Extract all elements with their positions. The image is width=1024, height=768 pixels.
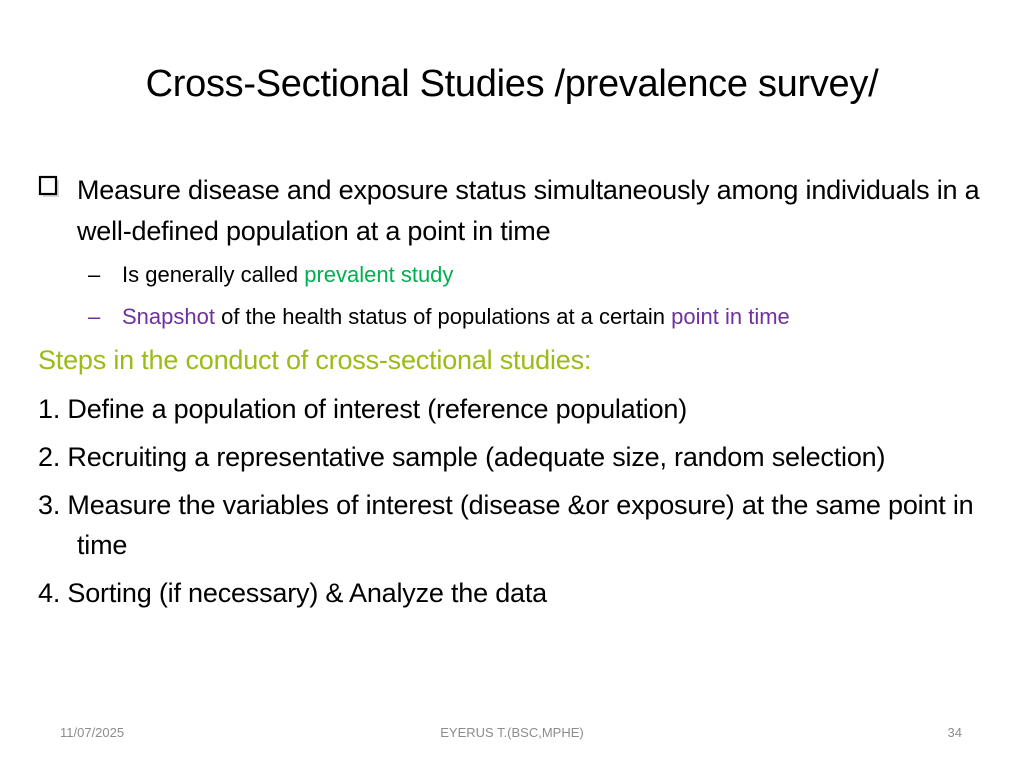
step-4: 4. Sorting (if necessary) & Analyze the data [38, 578, 547, 608]
sub-bullet-text: of the health status of populations at a certain [214, 304, 672, 329]
checkbox-icon [38, 170, 64, 211]
footer-date: 11/07/2025 [60, 725, 125, 740]
slide-number: 34 [947, 725, 962, 740]
sub-bullet-snapshot [38, 296, 988, 338]
slide-title: Cross-Sectional Studies /prevalence survey/ [145, 63, 879, 105]
sub-bullet-text: Is generally called [122, 262, 305, 287]
sub-bullet-prevalent-study [38, 254, 988, 296]
slide-content [38, 170, 988, 613]
dash-icon: – [88, 304, 101, 329]
footer-author: EYERUS T.(BSC,MPHE) [440, 725, 584, 740]
dash-icon: – [88, 262, 101, 287]
main-bullet [38, 170, 988, 252]
steps-heading: Steps in the conduct of cross-sectional studies: [38, 345, 592, 375]
sub-bullet-list [38, 254, 988, 338]
highlight-prevalent-study: prevalent study [304, 262, 454, 287]
step-3: 3. Measure the variables of interest (disease &or exposure) at the same point in time [38, 490, 974, 560]
step-1: 1. Define a population of interest (reference population) [38, 394, 688, 424]
step-2: 2. Recruiting a representative sample (adequate size, random selection) [38, 442, 886, 472]
highlight-snapshot: Snapshot [122, 304, 215, 329]
highlight-point-in-time: point in time [671, 304, 790, 329]
main-bullet-text: Measure disease and exposure status simultaneously among individuals in a well-defined population at a point in time [77, 175, 980, 246]
